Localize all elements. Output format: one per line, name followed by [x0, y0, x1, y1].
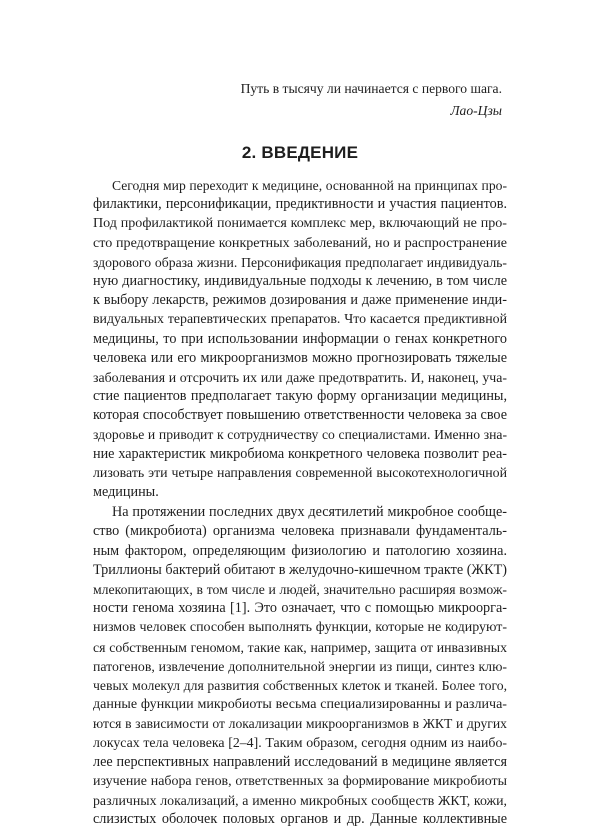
text-line: стие пациентов предполагает такую форму организации медицины,: [93, 388, 507, 405]
text-line: заболевания и отсрочить их или даже предотвратить. И, наконец, уча-: [93, 369, 507, 385]
text-line: локусах тела человека [2–4]. Таким образом, сегодня одним из наибо-: [93, 735, 507, 751]
text-line: различных локализаций, а именно микробных сообществ ЖКТ, кожи,: [93, 793, 507, 808]
text-line: ство (микробиота) организма человека признавали фундаменталь-: [93, 523, 507, 540]
epigraph-quote: Путь в тысячу ли начинается с первого шага.: [240, 81, 502, 96]
text-line: здорового образа жизни. Персонификация предполагает индивидуаль-: [93, 254, 507, 270]
text-line: низмов человек способен выполнять функции, которые не кодируют-: [93, 620, 507, 636]
epigraph: [241, 78, 502, 122]
text-line: млекопитающих, в том числе и людей, значительно расширяя возмож-: [93, 581, 507, 597]
paragraph-1: [93, 176, 507, 502]
text-line: лее перспективных направлений исследований в медицине является: [93, 753, 507, 770]
text-line: слизистых оболочек половых органов и др. Данные коллективные: [93, 811, 507, 828]
text-line: ным фактором, определяющим физиологию и патологию хозяина.: [93, 542, 507, 559]
text-line: лизовать эти четыре направления современной высокотехнологичной: [93, 465, 507, 481]
text-line: Сегодня мир переходит к медицине, основанной на принципах про-: [112, 178, 507, 193]
text-line: здоровье и приводит к сотрудничеству со специалистами. Именно зна-: [93, 427, 507, 443]
text-line: данные функции микробиоты весьма специализированны и различа-: [93, 696, 507, 713]
text-line: ние характеристик микробиома конкретного человека позволит реа-: [93, 445, 507, 462]
epigraph-author: Лао-Цзы: [450, 103, 502, 118]
text-line: Триллионы бактерий обитают в желудочно-кишечном тракте (ЖКТ): [93, 561, 507, 578]
text-line: чевых молекул для развития собственных клеток и тканей. Более того,: [93, 677, 507, 693]
text-line: Под профилактикой понимается комплекс мер, включающий не про-: [93, 215, 507, 232]
text-line: видуальных терапевтических препаратов. Что касается предиктивной: [93, 312, 507, 328]
text-line: ности генома хозяина [1]. Это означает, что с помощью микроорга-: [93, 600, 507, 617]
text-line: которая способствует повышению ответственности человека за свое: [93, 407, 507, 424]
text-line: патогенов, извлечение дополнительной энергии из пищи, синтез клю-: [93, 658, 507, 674]
text-line: человека или его микроорганизмов можно прогнозировать тяжелые: [93, 349, 507, 366]
paragraph-2: [93, 503, 507, 829]
text-line: медицины.: [93, 484, 159, 500]
text-line: На протяжении последних двух десятилетий микробное сообще-: [112, 504, 507, 521]
text-line: изучение набора генов, ответственных за формирование микробиоты: [93, 773, 507, 789]
text-line: ся собственным геномом, такие как, например, защита от инвазивных: [93, 639, 507, 655]
text-line: к выбору лекарств, режимов дозирования и даже применение инди-: [93, 292, 507, 309]
text-line: сто предотвращение конкретных заболеваний, но и распространение: [93, 234, 507, 251]
text-line: филактики, персонификации, предиктивности и участия пациентов.: [93, 196, 507, 213]
chapter-heading: 2. ВВЕДЕНИЕ: [241, 143, 359, 162]
text-line: ную диагностику, индивидуальные подходы к лечению, в том числе: [93, 272, 507, 289]
text-line: медицины, то при использовании информации о генах конкретного: [93, 330, 507, 347]
text-line: ются в зависимости от локализации микроорганизмов в ЖКТ и других: [93, 716, 507, 732]
body-text: [93, 176, 507, 829]
